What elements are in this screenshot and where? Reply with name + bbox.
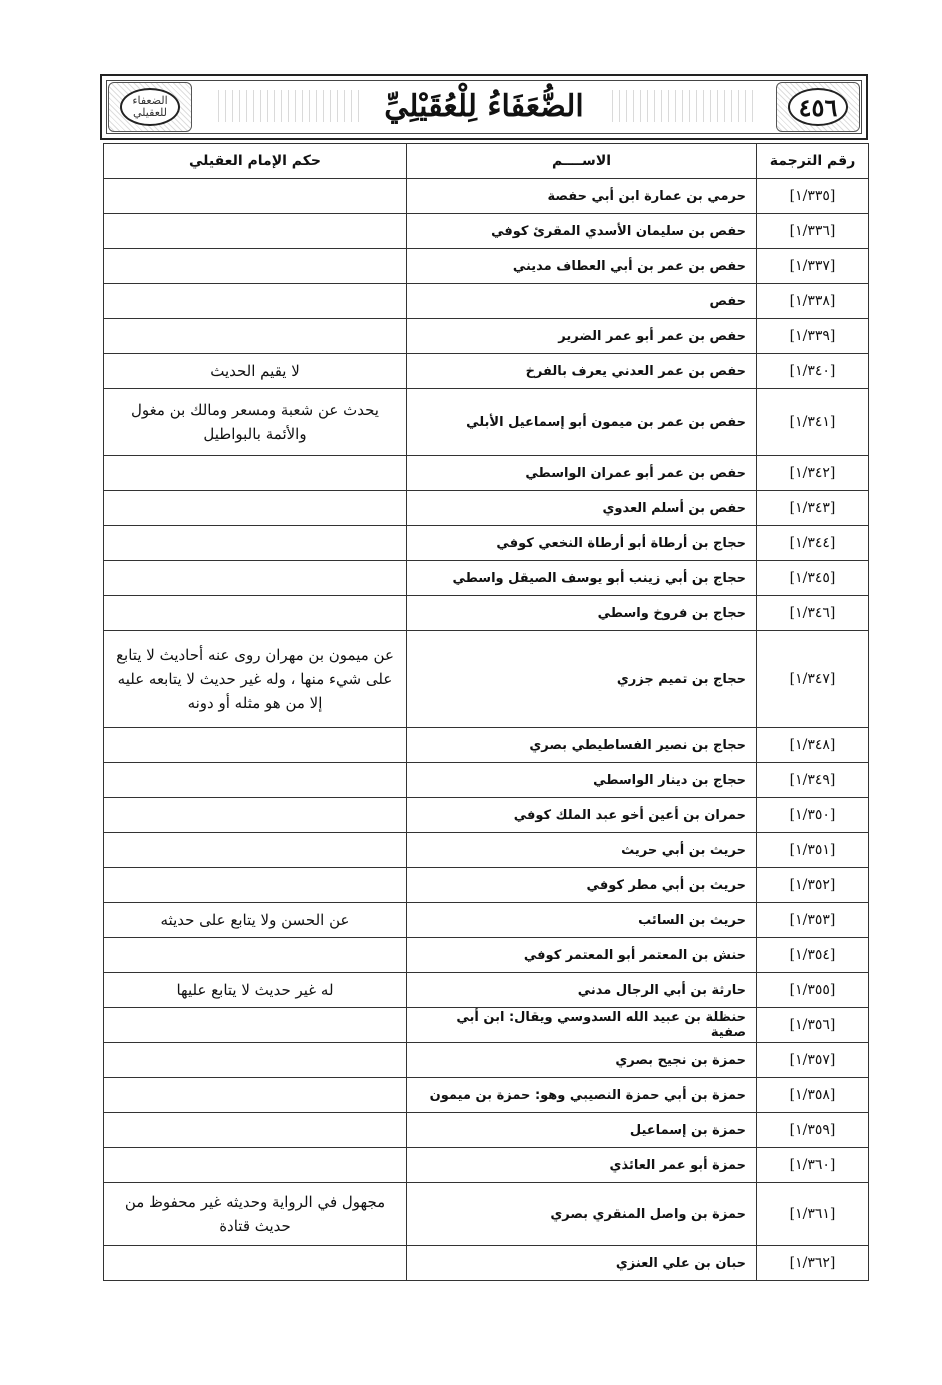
table-row [104,728,869,763]
verdict [104,938,407,973]
entry-number: [١/٣٥٣] [757,903,869,938]
book-title-banner [212,82,756,130]
table-row [104,284,869,319]
narrator-name: حمزة بن واصل المنقري بصري [407,1183,757,1246]
book-title: الضُّعَفَاءُ لِلْعُقَيْلِيِّ [372,89,596,124]
verdict [104,1043,407,1078]
table-row [104,1183,869,1246]
narrator-name: حمران بن أعين أخو عبد الملك كوفي [407,798,757,833]
table-row [104,938,869,973]
entry-number: [١/٣٥٤] [757,938,869,973]
book-seal [120,88,180,126]
verdict [104,284,407,319]
entry-number: [١/٣٣٧] [757,249,869,284]
table-row [104,1078,869,1113]
entry-number: [١/٣٦٢] [757,1246,869,1281]
narrator-name: حفص بن عمر أبو عمران الواسطي [407,456,757,491]
verdict: لا يقيم الحديث [104,354,407,389]
table-row [104,596,869,631]
narrator-name: حريث بن أبي مطر كوفي [407,868,757,903]
table-row [104,1008,869,1043]
narrator-name: حفص بن سليمان الأسدي المقرئ كوفي [407,214,757,249]
entry-number: [١/٣٦٠] [757,1148,869,1183]
narrator-name: حبان بن علي العنزي [407,1246,757,1281]
narrator-name: حارثة بن أبي الرجال مدني [407,973,757,1008]
table-row [104,561,869,596]
verdict [104,1008,407,1043]
verdict [104,319,407,354]
verdict [104,1148,407,1183]
table-header-row [104,144,869,179]
verdict [104,249,407,284]
title-flourish-right [606,90,756,122]
entry-number: [١/٣٤٦] [757,596,869,631]
table-row [104,1043,869,1078]
table-row [104,249,869,284]
entry-number: [١/٣٤١] [757,389,869,456]
verdict: عن ميمون بن مهران روى عنه أحاديث لا يتابع على شيء منها ، وله غير حديث لا يتابعه عليه إلا من هو مثله أو دونه [104,631,407,728]
entry-number: [١/٣٣٦] [757,214,869,249]
entry-number: [١/٣٥٦] [757,1008,869,1043]
narrator-name: حجاج بن تميم جزري [407,631,757,728]
seal-text: الضعفاء للعقيلي [132,94,168,119]
verdict [104,798,407,833]
narrator-name: حفص بن عمر بن ميمون أبو إسماعيل الأبلي [407,389,757,456]
entry-number: [١/٣٥٩] [757,1113,869,1148]
verdict [104,833,407,868]
narrator-name: حفص بن أسلم العدوي [407,491,757,526]
verdict [104,1246,407,1281]
verdict [104,1113,407,1148]
entry-number: [١/٣٤٩] [757,763,869,798]
narrator-name: حريث بن أبي حريث [407,833,757,868]
entry-number: [١/٣٦١] [757,1183,869,1246]
narrator-name: حجاج بن أرطاة أبو أرطاة النخعي كوفي [407,526,757,561]
narrator-name: حمزة بن نجيح بصري [407,1043,757,1078]
entry-number: [١/٣٥١] [757,833,869,868]
narrator-name: حمزة بن أبي حمزة النصيبي وهو: حمزة بن ميمون [407,1078,757,1113]
narrator-name: حمزة بن إسماعيل [407,1113,757,1148]
narrator-name: حجاج بن نصير الفساطيطي بصري [407,728,757,763]
narrator-name: حمزة أبو عمر العائذي [407,1148,757,1183]
verdict [104,868,407,903]
entry-number: [١/٣٤٥] [757,561,869,596]
narrators-table [103,143,869,1281]
table-row [104,354,869,389]
table-row [104,1246,869,1281]
entry-number: [١/٣٣٨] [757,284,869,319]
entry-number: [١/٣٤٠] [757,354,869,389]
entry-number: [١/٣٥٧] [757,1043,869,1078]
narrator-name: حرمي بن عمارة ابن أبي حفصة [407,179,757,214]
verdict: مجهول في الرواية وحديثه غير محفوظ من حديث قتادة [104,1183,407,1246]
table-row [104,903,869,938]
column-header-verdict: حكم الإمام العقيلي [104,144,407,179]
entry-number: [١/٣٣٥] [757,179,869,214]
page-number-oval [788,88,848,126]
page-header [100,74,868,140]
entry-number: [١/٣٤٣] [757,491,869,526]
narrator-name: حفص بن عمر أبو عمر الضرير [407,319,757,354]
table-row [104,491,869,526]
verdict [104,763,407,798]
narrator-name: حفص بن عمر بن أبي العطاف مديني [407,249,757,284]
entry-number: [١/٣٥٠] [757,798,869,833]
entry-number: [١/٣٤٢] [757,456,869,491]
narrator-name: حفص [407,284,757,319]
entry-number: [١/٣٤٨] [757,728,869,763]
table-row [104,631,869,728]
narrator-name: حفص بن عمر العدني يعرف بالفرخ [407,354,757,389]
entry-number: [١/٣٥٨] [757,1078,869,1113]
page-number-ornament [776,82,860,132]
verdict [104,456,407,491]
verdict: عن الحسن ولا يتابع على حديثه [104,903,407,938]
table-row [104,868,869,903]
table-row [104,1148,869,1183]
column-header-name: الاســــم [407,144,757,179]
verdict [104,1078,407,1113]
narrator-name: حنظلة بن عبيد الله السدوسي ويقال: ابن أبي صفية [407,1008,757,1043]
narrator-name: حجاج بن فروخ واسطي [407,596,757,631]
narrator-name: حريث بن السائب [407,903,757,938]
table-row [104,1113,869,1148]
verdict [104,561,407,596]
entry-number: [١/٣٣٩] [757,319,869,354]
table-row [104,389,869,456]
column-header-number: رقم الترجمة [757,144,869,179]
verdict [104,179,407,214]
table-row [104,214,869,249]
verdict [104,526,407,561]
verdict [104,491,407,526]
seal-ornament [108,82,192,132]
narrator-name: حجاج بن أبي زينب أبو يوسف الصيقل واسطي [407,561,757,596]
entry-number: [١/٣٥٢] [757,868,869,903]
entry-number: [١/٣٥٥] [757,973,869,1008]
verdict: يحدث عن شعبة ومسعر ومالك بن مغول والأئمة بالبواطيل [104,389,407,456]
entry-number: [١/٣٤٤] [757,526,869,561]
narrator-name: حنش بن المعتمر أبو المعتمر كوفي [407,938,757,973]
verdict [104,596,407,631]
page-number: ٤٥٦ [798,92,838,122]
table-row [104,973,869,1008]
table-row [104,833,869,868]
title-flourish-left [212,90,362,122]
table-row [104,456,869,491]
verdict: له غير حديث لا يتابع عليها [104,973,407,1008]
narrator-name: حجاج بن دينار الواسطي [407,763,757,798]
table-row [104,319,869,354]
table-row [104,526,869,561]
verdict [104,728,407,763]
entry-number: [١/٣٤٧] [757,631,869,728]
table-row [104,763,869,798]
table-row [104,179,869,214]
table-row [104,798,869,833]
verdict [104,214,407,249]
